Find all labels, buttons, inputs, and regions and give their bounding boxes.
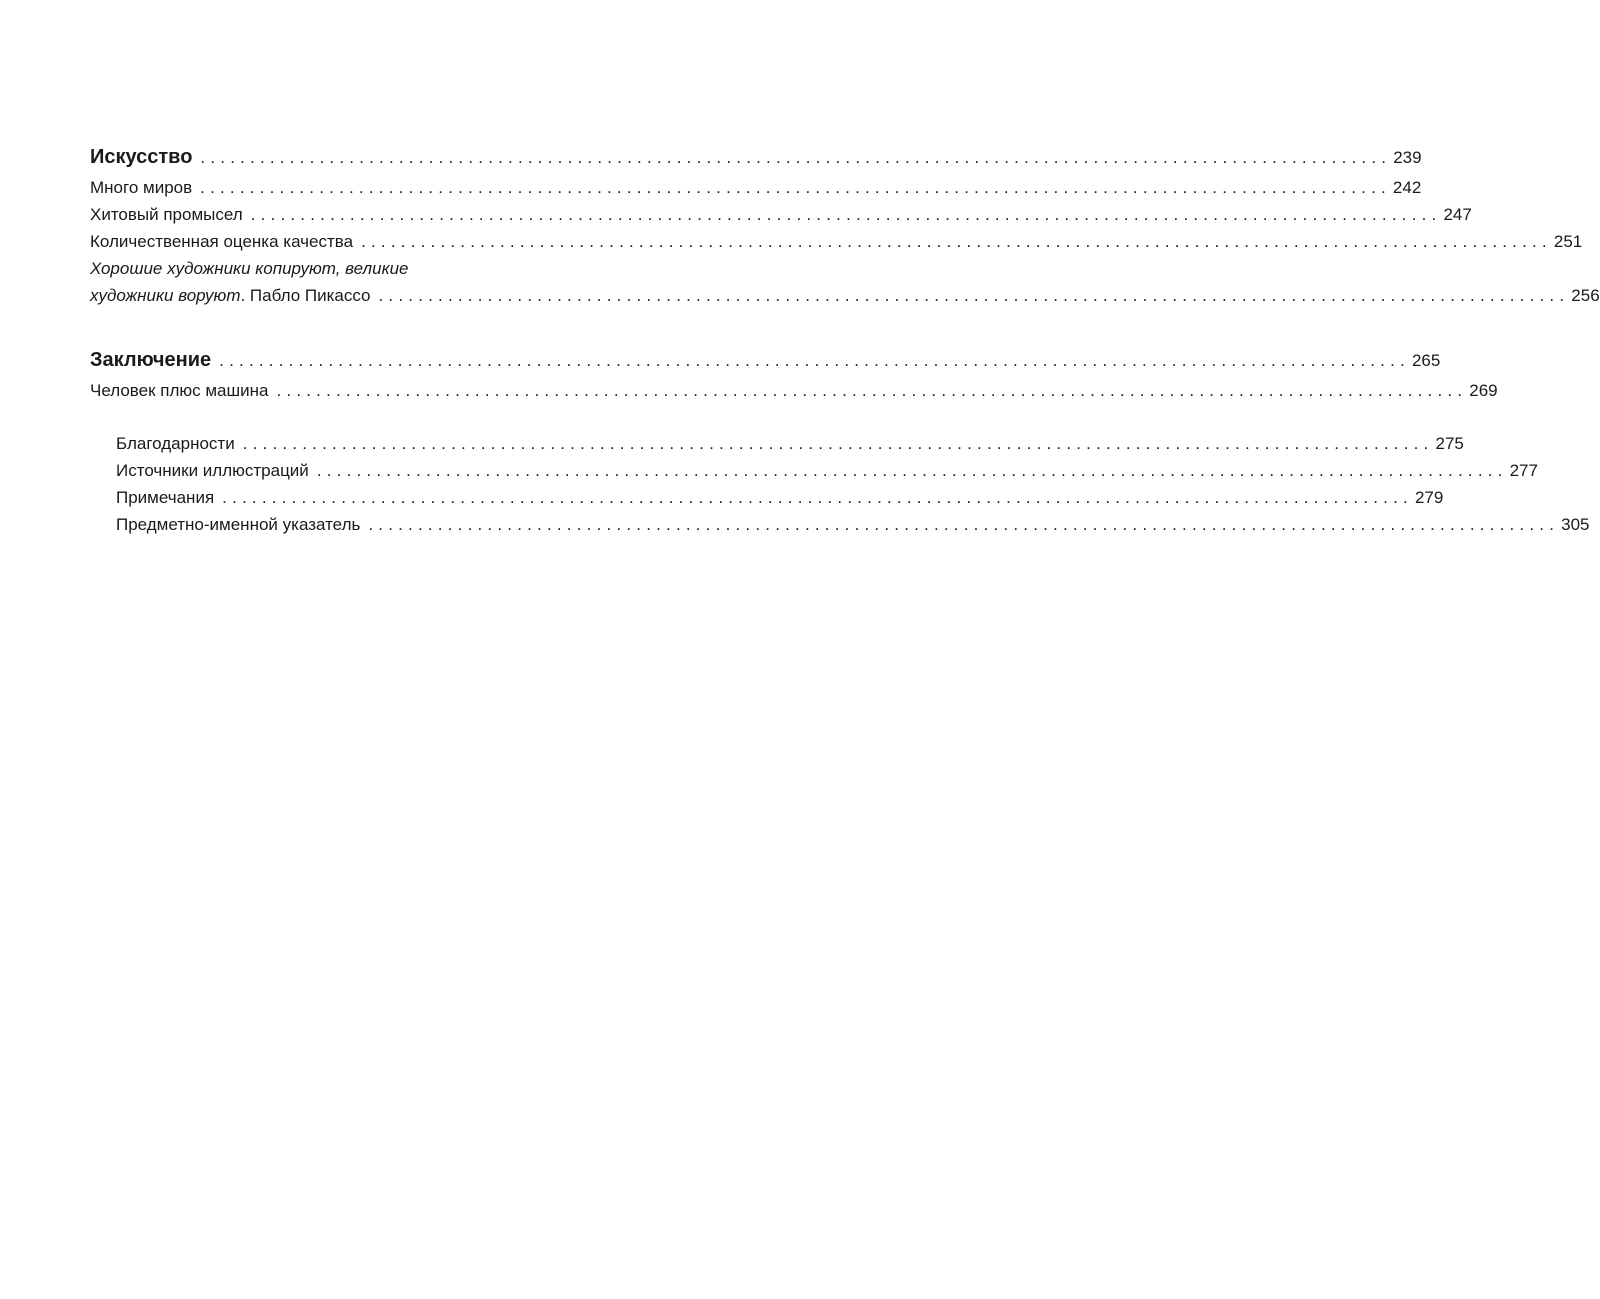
toc-entry-title: Благодарности [116,434,235,453]
dot-leader: ........................................................................................................................ [200,178,1391,197]
dot-leader: ........................................................................................................................ [316,461,1508,480]
toc-section-title: Заключение [90,349,212,371]
toc-page-number: 265 [1411,351,1441,370]
dot-leader: ........................................................................................................................ [219,351,1410,370]
spacer [90,309,716,343]
dot-leader: ........................................................................................................................ [222,488,1413,507]
toc-entry-title-italic: художники воруют [90,286,241,305]
toc-entry-title: Человек плюс машина [90,381,269,400]
toc-section-conclusion [90,343,1441,377]
toc-page-number: 256 [1571,286,1600,305]
toc-entry-quote-line1: Хорошие художники копируют, великие [90,259,409,278]
dot-leader: ........................................................................................................................ [250,205,1442,224]
toc-page-number: 251 [1553,232,1583,251]
toc-entry-title: Много миров [90,178,193,197]
toc-entry-title: Количественная оценка качества [90,232,354,251]
toc-entry-title-rest: . Пабло Пикассо [240,286,371,305]
toc-entry-title: Примечания [116,488,215,507]
toc-entry [90,174,1422,201]
spacer [90,404,716,430]
dot-leader: ........................................................................................................................ [242,434,1434,453]
toc-page-number: 242 [1392,178,1422,197]
toc-entry [90,201,1472,228]
dot-leader: ........................................................................................................................ [368,515,1560,534]
toc-entry-quote [90,282,1600,309]
dot-leader: ........................................................................................................................ [200,148,1392,167]
toc-page-number: 305 [1561,515,1590,534]
dot-leader: ........................................................................................................................ [378,286,1570,305]
dot-leader: ........................................................................................................................ [276,381,1468,400]
toc-section-title: Искусство [90,146,193,168]
toc-page-number: 247 [1443,205,1472,224]
toc-backmatter-entry [90,511,1590,538]
toc-backmatter-entry [90,430,1464,457]
toc-backmatter-entry [90,457,1538,484]
toc-page-number: 269 [1469,381,1498,400]
toc-page-number: 279 [1414,488,1444,507]
toc-entry [90,228,1583,255]
toc-page-number: 275 [1435,434,1464,453]
toc-entry-title: Хитовый промысел [90,205,243,224]
toc-entry-title: Источники иллюстраций [116,461,309,480]
toc-page-number: 277 [1509,461,1538,480]
toc-entry-title: Предметно-именной указатель [116,515,361,534]
toc-entry [90,377,1498,404]
toc-section-art [90,140,1422,174]
toc-entry-title [90,282,379,309]
dot-leader: ........................................................................................................................ [361,232,1552,251]
toc-backmatter-entry [90,484,1444,511]
table-of-contents [90,140,1600,538]
toc-page-number: 239 [1393,148,1422,167]
